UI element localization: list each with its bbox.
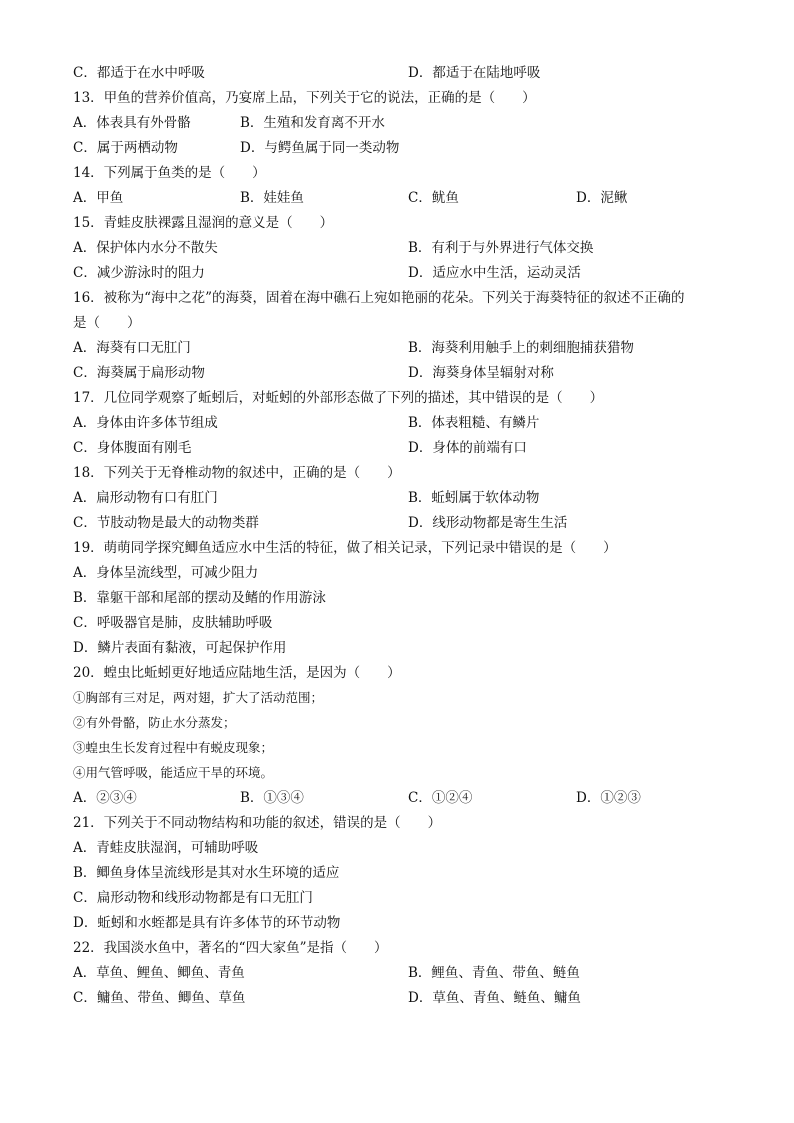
option-b: B．生殖和发育离不开水 [240,115,385,131]
question-14: 14．下列属于鱼类的是（ ） [73,165,266,181]
option-d: D．鳞片表面有黏液，可起保护作用 [73,640,287,656]
option-b: B．体表粗糙、有鳞片 [408,415,540,431]
option-d: D．①②③ [576,790,641,806]
option-b: B．有利于与外界进行气体交换 [408,240,594,256]
question-18: 18．下列关于无脊椎动物的叙述中，正确的是（ ） [73,465,401,481]
option-c: C．都适于在水中呼吸 [73,65,205,81]
option-d: D．蚯蚓和水蛭都是具有许多体节的环节动物 [73,915,341,931]
option-a: A．扁形动物有口有肛门 [73,490,218,506]
option-c: C．身体腹面有刚毛 [73,440,192,456]
option-c: C．扁形动物和线形动物都是有口无肛门 [73,890,313,906]
option-d: D．适应水中生活，运动灵活 [408,265,581,281]
option-c: C．节肢动物是最大的动物类群 [73,515,259,531]
option-a: A．海葵有口无肛门 [73,340,191,356]
option-a: A．甲鱼 [73,190,124,206]
option-b: B．靠躯干部和尾部的摆动及鳍的作用游泳 [73,590,326,606]
question-19: 19．萌萌同学探究鲫鱼适应水中生活的特征，做了相关记录，下列记录中错误的是（ ） [73,540,617,556]
option-b: B．鲫鱼身体呈流线形是其对水生环境的适应 [73,865,340,881]
option-b: B．海葵利用触手上的刺细胞捕获猎物 [408,340,634,356]
option-a: A．草鱼、鲤鱼、鲫鱼、青鱼 [73,965,245,981]
option-c: C．呼吸器官是肺，皮肤辅助呼吸 [73,615,273,631]
option-c: C．①②④ [408,790,473,806]
statement-2: ②有外骨骼，防止水分蒸发； [73,715,236,730]
option-c: C．减少游泳时的阻力 [73,265,205,281]
question-16: 16．被称为“海中之花”的海葵，固着在海中礁石上宛如艳丽的花朵。下列关于海葵特征的叙述不正确的 [73,290,685,306]
option-a: A．体表具有外骨骼 [73,115,191,131]
question-22: 22．我国淡水鱼中，著名的“四大家鱼”是指（ ） [73,940,388,956]
option-c: C．海葵属于扁形动物 [73,365,205,381]
option-d: D．线形动物都是寄生生活 [408,515,568,531]
option-d: D．草鱼、青鱼、鲢鱼、鳙鱼 [408,990,581,1006]
option-a: A．身体由许多体节组成 [73,415,218,431]
option-a: A．青蛙皮肤湿润，可辅助呼吸 [73,840,259,856]
question-16-continued: 是（ ） [73,315,141,331]
option-d: D．身体的前端有口 [408,440,527,456]
question-17: 17．几位同学观察了蚯蚓后，对蚯蚓的外部形态做了下列的描述，其中错误的是（ ） [73,390,604,406]
option-a: A．保护体内水分不散失 [73,240,218,256]
option-c: C．鱿鱼 [408,190,459,206]
option-c: C．鳙鱼、带鱼、鲫鱼、草鱼 [73,990,246,1006]
option-b: B．①③④ [240,790,304,806]
statement-4: ④用气管呼吸，能适应干旱的环境。 [73,765,274,780]
option-b: B．鲤鱼、青鱼、带鱼、鲢鱼 [408,965,580,981]
question-21: 21．下列关于不同动物结构和功能的叙述，错误的是（ ） [73,815,442,831]
option-d: D．都适于在陆地呼吸 [408,65,541,81]
statement-1: ①胸部有三对足，两对翅，扩大了活动范围； [73,690,324,705]
question-15: 15．青蛙皮肤裸露且湿润的意义是（ ） [73,215,334,231]
option-c: C．属于两栖动物 [73,140,178,156]
question-13: 13．甲鱼的营养价值高，乃宴席上品，下列关于它的说法，正确的是（ ） [73,90,536,106]
option-a: A．②③④ [73,790,137,806]
option-b: B．娃娃鱼 [240,190,304,206]
statement-3: ③蝗虫生长发育过程中有蜕皮现象； [73,740,274,755]
option-a: A．身体呈流线型，可减少阻力 [73,565,259,581]
option-d: D．与鳄鱼属于同一类动物 [240,140,400,156]
option-d: D．海葵身体呈辐射对称 [408,365,554,381]
question-20: 20．蝗虫比蚯蚓更好地适应陆地生活，是因为（ ） [73,665,401,681]
option-d: D．泥鳅 [576,190,628,206]
option-b: B．蚯蚓属于软体动物 [408,490,540,506]
